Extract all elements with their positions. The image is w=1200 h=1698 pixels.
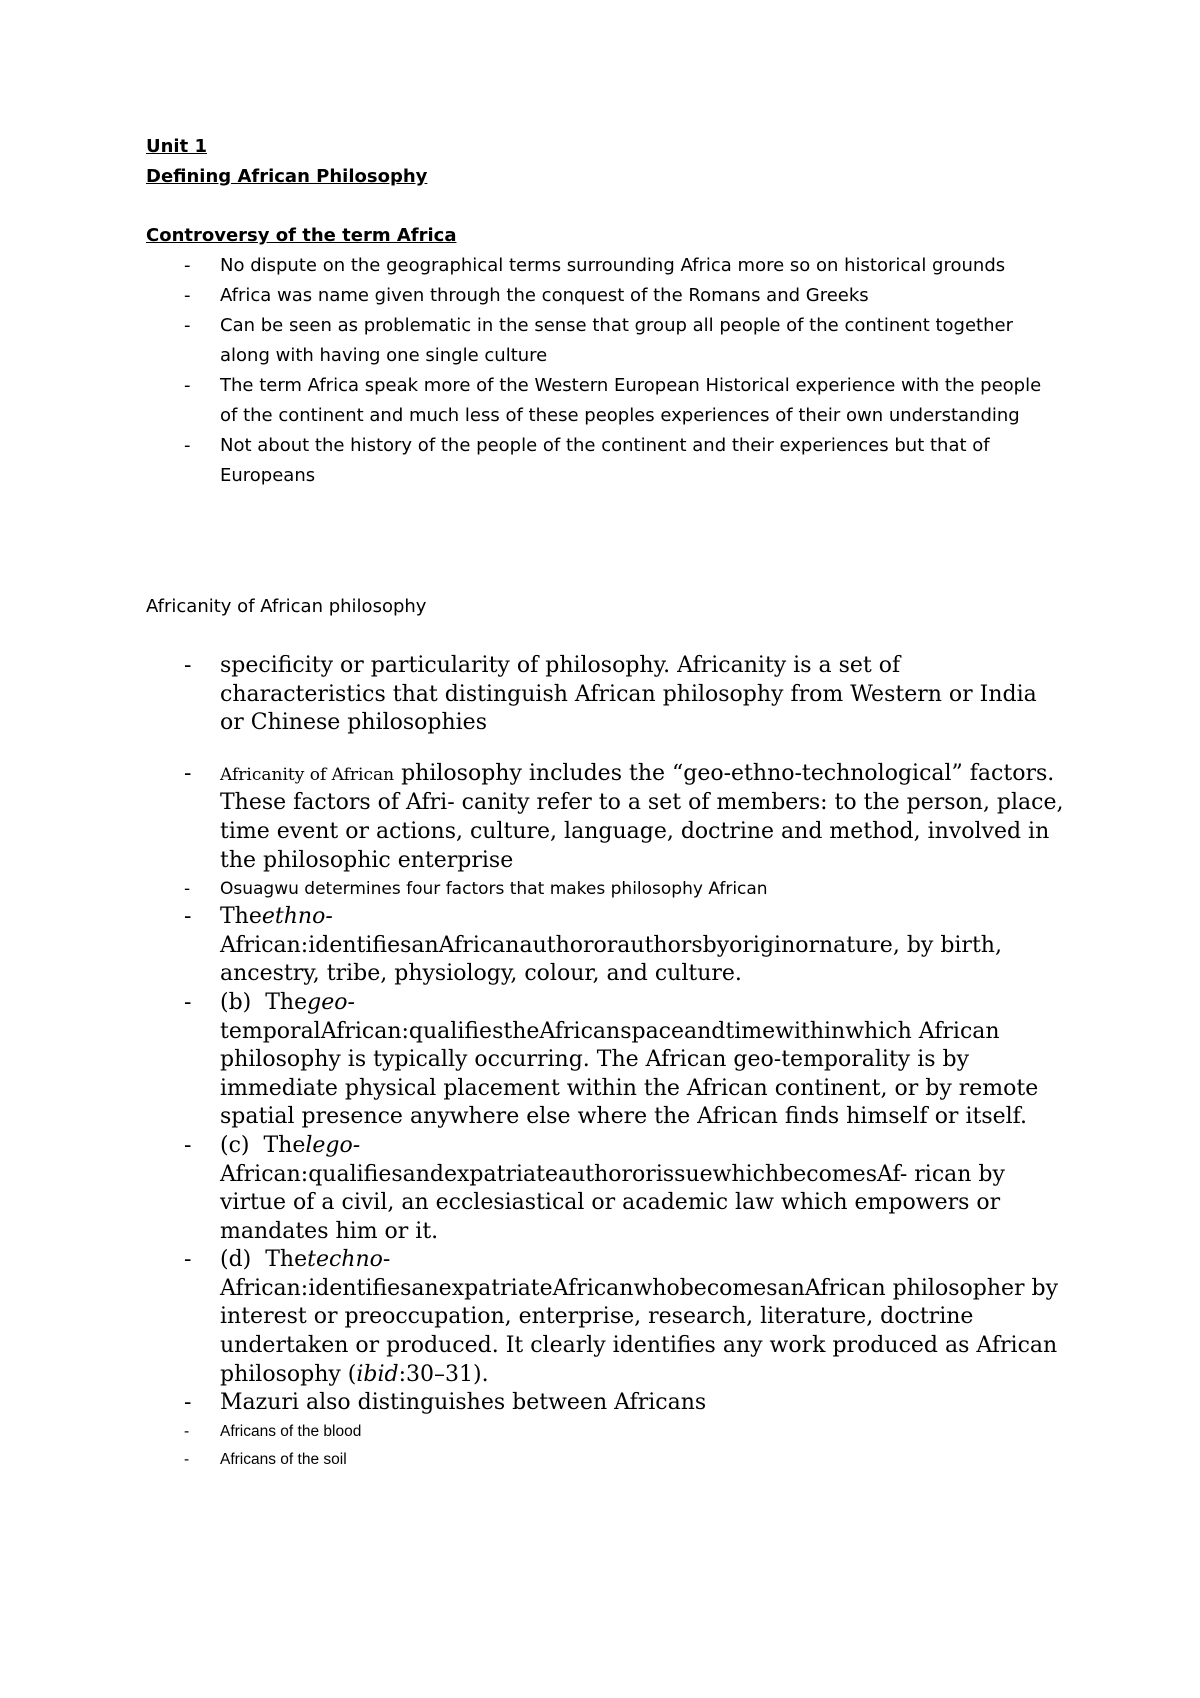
bullet-dash: - bbox=[184, 315, 191, 336]
list-item-term: geo- bbox=[307, 989, 355, 1015]
list-item bbox=[184, 1132, 1064, 1246]
list-item bbox=[184, 1418, 1064, 1446]
list-item-term: lego- bbox=[305, 1132, 361, 1158]
spacer bbox=[184, 738, 1064, 760]
list-item-text: specificity or particularity of philosophy. Africanity is a set of characteristics that distinguish African philosophy from Western or India or Chinese philosophies bbox=[220, 653, 1037, 736]
list-item-text: Africans of the blood bbox=[220, 1422, 362, 1440]
list-item bbox=[184, 1246, 1064, 1389]
list-item bbox=[184, 371, 1064, 431]
bullet-dash: - bbox=[184, 1247, 192, 1273]
list-item-label: (d) The bbox=[220, 1247, 308, 1273]
list-item-label: (c) The bbox=[220, 1132, 306, 1158]
section-africanity-title bbox=[146, 592, 426, 622]
list-item bbox=[184, 281, 1064, 311]
list-item bbox=[184, 431, 1064, 491]
list-item bbox=[184, 989, 1064, 1132]
list-item-term: techno- bbox=[307, 1247, 391, 1273]
list-item-text: temporalAfrican:qualifiestheAfricanspaceandtimewithinwhich African philosophy is typically occurring. The African geo-temporality is by immediate physical placement within the African continent, or by remote spatial presence anywhere else where the African finds himself or itself. bbox=[220, 1018, 1039, 1130]
section-controversy-title-text: Controversy of the term Africa bbox=[146, 225, 457, 246]
list-item-text: African:qualifiesandexpatriateauthororissuewhichbecomesAf- rican by virtue of a civil, an ecclesiastical or academic law which empowers or mandates him or it. bbox=[220, 1161, 1005, 1244]
bullet-dash: - bbox=[184, 1450, 190, 1468]
list-item-text: Mazuri also distinguishes between Africans bbox=[220, 1390, 707, 1416]
main-title-text: Defining African Philosophy bbox=[146, 166, 428, 187]
citation-ibid: ibid bbox=[356, 1361, 399, 1387]
list-item bbox=[184, 311, 1064, 371]
main-title bbox=[146, 162, 427, 192]
bullet-dash: - bbox=[184, 255, 191, 276]
bullet-dash: - bbox=[184, 989, 192, 1015]
bullet-dash: - bbox=[184, 1132, 192, 1158]
list-item-term: ethno- bbox=[261, 904, 333, 930]
list-item-text: No dispute on the geographical terms surrounding Africa more so on historical grounds bbox=[220, 255, 1006, 276]
bullet-dash: - bbox=[184, 1422, 190, 1440]
list-item bbox=[184, 903, 1064, 989]
list-item-text: philosophy includes the “geo-ethno-technological” factors. These factors of Afri- canity refer to a set of members: to the person, place, time event or actions, culture, language, doctrine and method, involved in the philosophic enterprise bbox=[220, 760, 1064, 873]
list-item-text: Not about the history of the people of the continent and their experiences but that of Europeans bbox=[220, 435, 990, 486]
bullet-dash: - bbox=[184, 375, 191, 396]
list-item bbox=[184, 1389, 1064, 1418]
list-item bbox=[184, 251, 1064, 281]
list-item-text: The term Africa speak more of the Western European Historical experience with the people of the continent and much less of these peoples experiences of their own understanding bbox=[220, 375, 1042, 426]
list-item-label: The bbox=[220, 904, 262, 930]
bullet-dash: - bbox=[184, 904, 192, 930]
list-item-text: African:identifiesanexpatriateAfricanwhobecomesanAfrican philosopher by interest or preoccupation, enterprise, research, literature, doctrine undertaken or produced. It clearly identifies any work produced as African philosophy ( bbox=[220, 1275, 1059, 1387]
list-item bbox=[184, 875, 1064, 903]
section-africanity-title-text: Africanity of African philosophy bbox=[146, 596, 427, 617]
africanity-list bbox=[184, 652, 1064, 1474]
list-item bbox=[184, 652, 1064, 738]
list-item-text: Africans of the soil bbox=[220, 1450, 347, 1468]
list-item bbox=[184, 1446, 1064, 1474]
list-item-text: African:identifiesanAfricanauthororauthorsbyoriginornature, by birth, ancestry, tribe, physiology, colour, and culture. bbox=[220, 932, 1002, 987]
bullet-dash: - bbox=[184, 435, 191, 456]
bullet-dash: - bbox=[184, 879, 191, 900]
section-controversy-title bbox=[146, 221, 456, 251]
list-item bbox=[184, 760, 1064, 875]
list-item-prefix: Africanity of African bbox=[220, 764, 395, 785]
unit-title bbox=[146, 132, 207, 162]
list-item-text: Osuagwu determines four factors that makes philosophy African bbox=[220, 879, 768, 900]
bullet-dash: - bbox=[184, 760, 192, 786]
list-item-text: Africa was name given through the conquest of the Romans and Greeks bbox=[220, 285, 869, 306]
bullet-dash: - bbox=[184, 653, 192, 678]
bullet-dash: - bbox=[184, 1390, 192, 1416]
controversy-list bbox=[184, 251, 1064, 491]
list-item-label: (b) The bbox=[220, 989, 308, 1015]
list-item-text: Can be seen as problematic in the sense that group all people of the continent together along with having one single culture bbox=[220, 315, 1014, 366]
citation-pages: :30–31). bbox=[398, 1361, 489, 1387]
unit-title-text: Unit 1 bbox=[146, 136, 207, 157]
bullet-dash: - bbox=[184, 285, 191, 306]
